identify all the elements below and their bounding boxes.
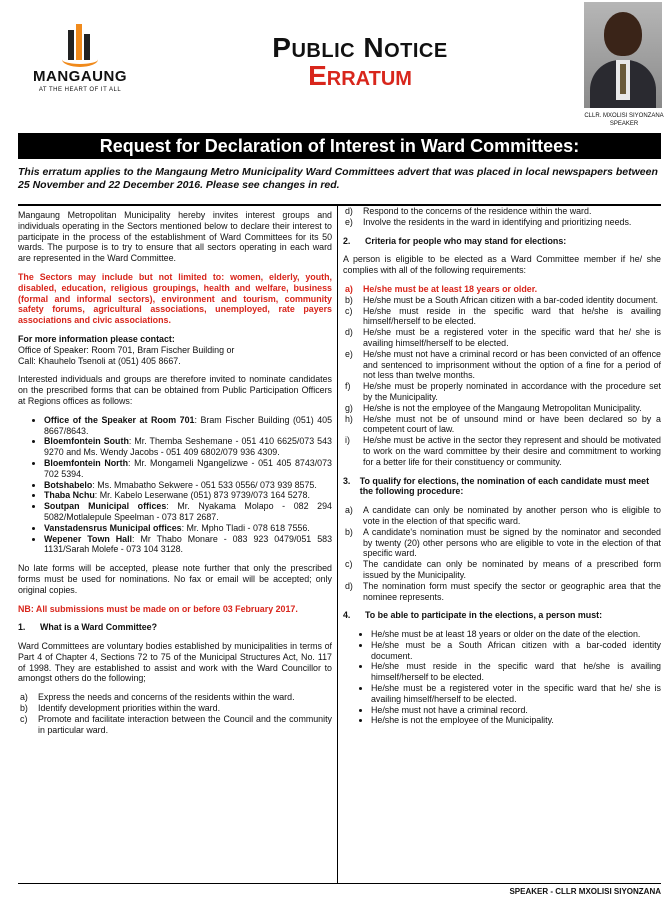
erratum-intro: This erratum applies to the Mangaung Metro Municipality Ward Committees advert that was placed in local newspapers between 25 November and 22 December 2016. Please see changes in red.: [18, 166, 658, 191]
list-item: e) He/she must not have a criminal record or has been convicted of an offence and sentenced to imprisonment without the option of a fine for a period of not less than twelve months.: [345, 348, 661, 381]
list-item: b) Identify development priorities within the ward.: [20, 703, 221, 714]
right-column: [343, 206, 661, 734]
header: [0, 0, 669, 130]
section-3-heading: 3. To qualify for elections, the nomination of each candidate must meet the following procedure:: [343, 475, 650, 497]
list-item: d) Respond to the concerns of the residence within the ward.: [345, 206, 592, 216]
list-item: b) A candidate's nomination must be signed by the nominator and seconded by twenty (20) other persons who are eligible to vote in the election of that specific ward.: [345, 526, 661, 559]
contact-office: Office of Speaker: Room 701, Bram Fischer Building or: [18, 344, 235, 355]
footer-signature: SPEAKER - CLLR MXOLISI SIYONZANA: [509, 887, 661, 896]
list-item: h) He/she must not be of unsound mind or have been declared so by a competent court of law.: [345, 413, 661, 435]
list-item: • He/she must be a South African citizen with a bar-coded identity document.: [371, 640, 661, 662]
nominate-paragraph: Interested individuals and groups are therefore invited to nominate candidates on the prescribed forms that can be obtained from Public Participation Officers at Regions offices as follows:: [18, 374, 332, 406]
list-item: i) He/she must be active in the sector they represent and should be motivated to work on the ward committee by their desire and commitment to working for a better life for their constituency or community.: [345, 435, 661, 467]
section-2-list: [343, 284, 661, 468]
nb-deadline: NB: All submissions must be made on or before 03 February 2017.: [18, 603, 298, 614]
section-1-heading: 1. What is a Ward Committee?: [18, 622, 158, 633]
intro-paragraph: Mangaung Metropolitan Municipality hereby invites interest groups and individuals operating in the Sectors mentioned below to declare their interest to participate in the process of the establishment of Ward Committees for its 50 wards. The purpose is to try to ensure that all sectors operating in each ward are represented in the Ward Committee.: [18, 210, 332, 264]
logo-tagline: AT THE HEART OF IT ALL: [38, 87, 122, 93]
logo-mark-icon: [60, 22, 100, 62]
contact-heading: For more information please contact:: [18, 333, 175, 344]
list-item: a) Express the needs and concerns of the residents within the ward.: [20, 692, 295, 703]
section-2-paragraph: A person is eligible to be elected as a Ward Committee member if he/ she complies with all of the following requirements:: [343, 254, 661, 276]
list-item: d) The nomination form must specify the sector or geographic area that the nominee represents.: [345, 580, 661, 602]
mangaung-logo: [20, 22, 140, 102]
footer-divider: [18, 883, 661, 884]
list-item: • Thaba Nchu: Mr. Kabelo Leserwane (051) 873 9739/073 164 5278.: [44, 490, 332, 501]
list-item: • Office of the Speaker at Room 701: Bram Fischer Building (051) 405 8667/8643.: [44, 415, 332, 437]
contact-call: Call: Khauhelo Tsenoli at (051) 405 8667.: [18, 355, 181, 366]
list-item: • Soutpan Municipal offices: Mr. Nyakama Molapo - 082 294 5082/Motlalepule Speelman - 073 817 2687.: [44, 501, 332, 523]
banner-heading: Request for Declaration of Interest in Ward Committees:: [18, 133, 661, 159]
list-item: • Bloemfontein South: Mr. Themba Seshemane - 051 410 6625/073 543 9270 and Ms. Wendy Jacobs - 051 409 6802/079 936 4309.: [44, 436, 332, 458]
list-item: f) He/she must be properly nominated in accordance with the procedure set by the Municipality.: [345, 381, 661, 402]
notice-title: [210, 32, 510, 92]
section-1-paragraph: Ward Committees are voluntary bodies established by municipalities in terms of Part 4 of Chapter 4, Sections 72 to 75 of the Municipal Structures Act, No. 117 of 1998. They are established to assist and work with the Ward Councillor to amongst others do the following;: [18, 641, 332, 684]
left-column: [18, 210, 332, 743]
list-item: c) The candidate can only be nominated by means of a prescribed form issued by the Municipality.: [345, 559, 661, 580]
caption-name: CLLR. MXOLISI SIYONZANA: [584, 113, 664, 119]
offices-list: [18, 415, 332, 555]
section-4-list: [343, 629, 661, 726]
logo-name: MANGAUNG: [33, 68, 127, 85]
sectors-paragraph: The Sectors may include but not limited to: women, elderly, youth, disabled, education, religious groupings, health and welfare, business (formal and informal sectors), environment and tourism, community safety forums, agricultural associations, unemployed, rate payers associations and civic associations.: [18, 271, 332, 326]
contact-block: [18, 334, 332, 366]
list-item: • Bloemfontein North: Mr. Mongameli Ngangelizwe - 051 405 8743/073 702 5394.: [44, 458, 332, 480]
section-2-heading: 2. Criteria for people who may stand for elections:: [343, 235, 567, 246]
list-item: c) Promote and facilitate interaction between the Council and the community in particular ward.: [20, 713, 332, 735]
list-item: d) He/she must be a registered voter in the specific ward that he/ she is availing himself/herself to be elected.: [345, 327, 661, 348]
list-item: • He/she must reside in the specific ward that he/she is availing himself/herself to be elected.: [371, 661, 661, 683]
photo-caption: [584, 112, 664, 128]
column-divider: [337, 206, 338, 883]
list-item: • Wepener Town Hall: Mr Thabo Monare - 083 923 0479/051 583 1131/Sarah Molefe - 073 104 3128.: [44, 534, 332, 556]
speaker-photo: [584, 2, 662, 108]
caption-role: SPEAKER: [609, 121, 639, 127]
list-item: e) Involve the residents in the ward in identifying and prioritizing needs.: [345, 216, 632, 227]
section-3-list: [343, 505, 661, 602]
title-public-notice: Public Notice: [272, 32, 448, 63]
section-1-list-continued: [343, 206, 661, 228]
list-item: • He/she must be a registered voter in the specific ward that he/ she is availing himself/herself to be elected.: [371, 683, 661, 705]
section-4-heading: 4. To be able to participate in the elections, a person must:: [343, 610, 603, 621]
list-item: a) A candidate can only be nominated by another person who is eligible to vote in the election of that specific ward.: [345, 505, 661, 526]
title-erratum: Erratum: [308, 60, 412, 91]
late-forms-paragraph: No late forms will be accepted, please note further that only the prescribed forms must be used for nominations. No fax or email will be accepted; only original copies.: [18, 563, 332, 595]
list-item: • Vanstadensrus Municipal offices: Mr. Mpho Tladi - 078 618 7556.: [44, 523, 332, 534]
list-item: • He/she must not have a criminal record.: [371, 705, 661, 716]
list-item: • He/she is not the employee of the Municipality.: [371, 715, 661, 726]
list-item: • Botshabelo: Ms. Mmabatho Sekwere - 051 533 0556/ 073 939 8575.: [44, 480, 332, 491]
list-item: • He/she must be at least 18 years or older on the date of the election.: [371, 629, 661, 640]
section-1-list: [18, 692, 332, 735]
list-item: a) He/she must be at least 18 years or older.: [345, 283, 538, 294]
list-item: c) He/she must reside in the specific ward that he/she is availing himself/herself to be elected.: [345, 305, 661, 327]
list-item: b) He/she must be a South African citizen with a bar-coded identity document.: [345, 294, 659, 305]
list-item: g) He/she is not the employee of the Mangaung Metropolitan Municipality.: [345, 402, 642, 413]
